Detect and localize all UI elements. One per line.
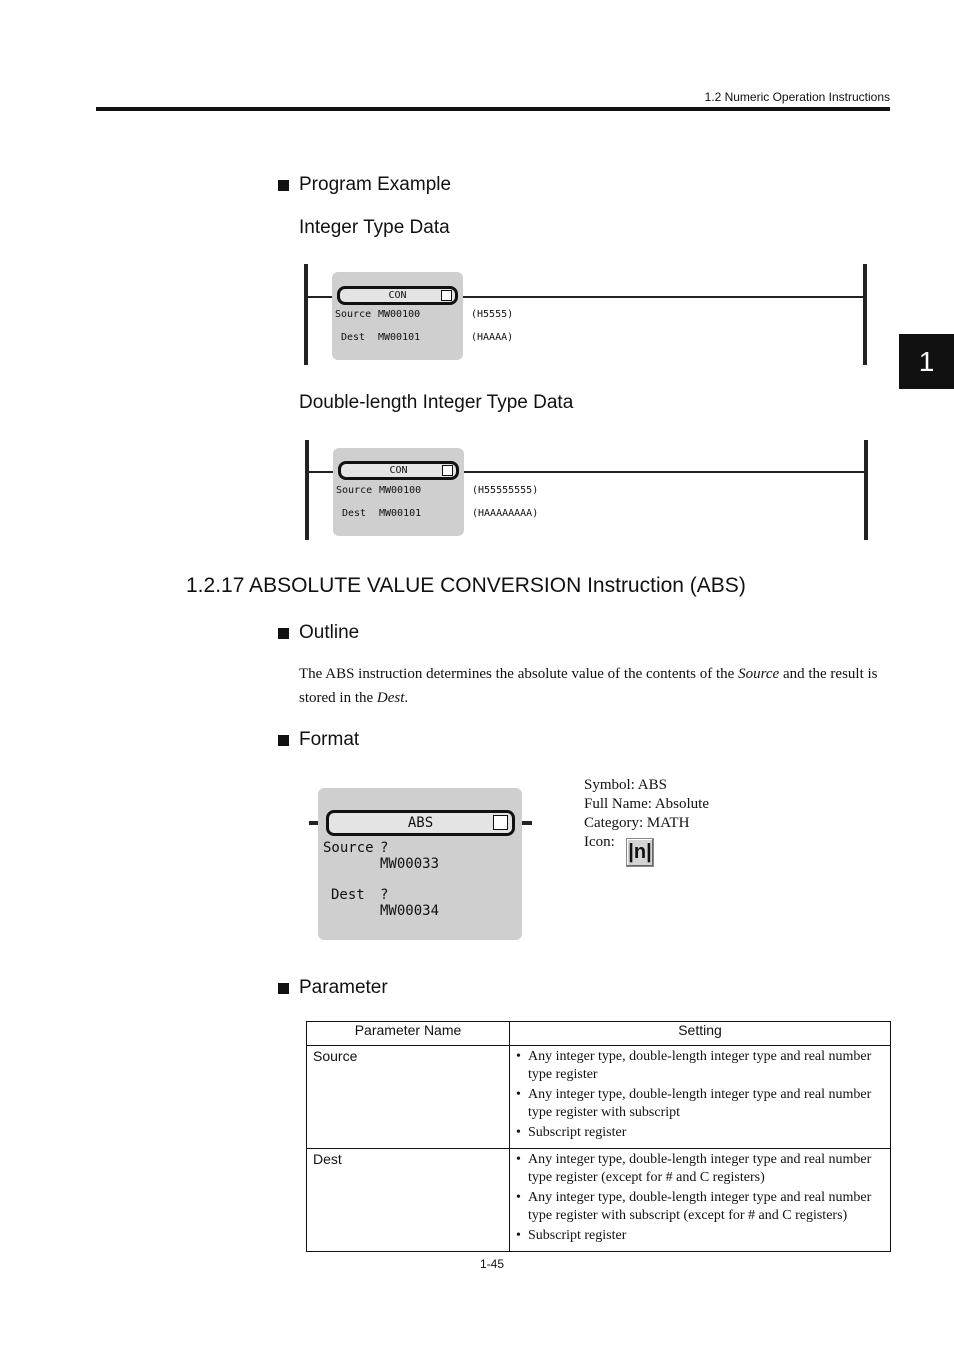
- rung-right: [522, 821, 532, 825]
- outline-source-word: Source: [738, 666, 780, 682]
- source-label: Source: [323, 840, 374, 856]
- left-power-rail: [304, 264, 308, 365]
- source-value: (H5555): [471, 309, 514, 320]
- source-register: MW00100: [379, 485, 422, 496]
- abs-block: [318, 788, 522, 940]
- outline-text-3: .: [404, 690, 409, 706]
- abs-instruction-icon: |n|: [626, 838, 654, 867]
- dest-register: MW00101: [379, 508, 422, 519]
- right-power-rail: [863, 264, 867, 365]
- param-name: Dest: [307, 1149, 510, 1252]
- outline-heading-text: Outline: [299, 622, 360, 643]
- square-bullet-icon: [278, 628, 289, 639]
- source-label: Source: [335, 309, 372, 320]
- block-expand-icon: [442, 465, 453, 476]
- integer-subheading: Integer Type Data: [299, 217, 450, 238]
- symbol-line: Symbol: ABS: [584, 777, 667, 793]
- dest-label: Dest: [331, 887, 365, 903]
- rung-left: [308, 296, 333, 298]
- setting-item: • Any integer type, double-length integer type and real number type register with subscript: [516, 1086, 884, 1122]
- outline-text-1: The ABS instruction determines the absolute value of the contents of the: [299, 666, 739, 682]
- square-bullet-icon: [278, 983, 289, 994]
- header-rule: [96, 107, 890, 111]
- parameter-table: [306, 1021, 891, 1252]
- outline-paragraph: [299, 662, 879, 710]
- outline-text-2: and the result is stored in the: [299, 666, 878, 706]
- param-setting: [510, 1046, 891, 1149]
- chapter-tab: 1: [899, 334, 954, 389]
- format-heading-text: Format: [299, 729, 360, 750]
- outline-dest-word: Dest: [376, 690, 405, 706]
- page-number: 1-45: [480, 1257, 505, 1271]
- outline-heading: [278, 622, 359, 644]
- param-setting: [510, 1149, 891, 1252]
- con-block-label: CON: [388, 290, 407, 301]
- param-name: Source: [307, 1046, 510, 1149]
- abs-block-label: ABS: [407, 815, 434, 831]
- column-header-setting: Setting: [510, 1022, 891, 1046]
- con-block-header: [338, 461, 459, 480]
- con-block: [333, 448, 464, 536]
- abs-block-header: [326, 810, 515, 836]
- setting-item: • Any integer type, double-length integer type and real number type register (except for # and C registers): [516, 1151, 884, 1187]
- dest-value: (HAAAAAAAA): [472, 508, 539, 519]
- block-expand-icon: [493, 815, 508, 830]
- dest-value: (HAAAA): [471, 332, 514, 343]
- dest-label: Dest: [342, 508, 367, 519]
- table-row: [307, 1046, 891, 1149]
- parameter-heading: [278, 977, 388, 999]
- source-placeholder: ?: [380, 840, 389, 856]
- dest-placeholder: ?: [380, 887, 389, 903]
- format-heading: [278, 729, 359, 751]
- con-block-label: CON: [389, 465, 408, 476]
- program-example-heading-text: Program Example: [299, 174, 452, 195]
- source-register: MW00100: [378, 309, 421, 320]
- category-line: Category: MATH: [584, 815, 690, 831]
- source-value: (H55555555): [472, 485, 539, 496]
- setting-item: • Any integer type, double-length integer type and real number type register: [516, 1048, 884, 1084]
- square-bullet-icon: [278, 180, 289, 191]
- left-power-rail: [305, 440, 309, 540]
- icon-line-label: Icon:: [584, 834, 615, 850]
- source-register: MW00033: [380, 856, 440, 872]
- table-header-row: [307, 1022, 891, 1046]
- block-expand-icon: [441, 290, 452, 301]
- dest-register: MW00034: [380, 903, 440, 919]
- dest-register: MW00101: [378, 332, 421, 343]
- double-subheading: Double-length Integer Type Data: [299, 392, 574, 413]
- column-header-name: Parameter Name: [307, 1022, 510, 1046]
- square-bullet-icon: [278, 735, 289, 746]
- dest-label: Dest: [341, 332, 366, 343]
- program-example-heading: [278, 174, 451, 196]
- right-power-rail: [864, 440, 868, 540]
- con-block: [332, 272, 463, 360]
- rung-left: [309, 471, 334, 473]
- section-title: 1.2.17 ABSOLUTE VALUE CONVERSION Instruction (ABS): [186, 574, 746, 597]
- setting-item: • Subscript register: [516, 1124, 884, 1142]
- full-name-line: Full Name: Absolute: [584, 796, 709, 812]
- running-header: 1.2 Numeric Operation Instructions: [704, 90, 890, 104]
- con-block-header: [337, 286, 458, 305]
- source-label: Source: [336, 485, 373, 496]
- parameter-heading-text: Parameter: [299, 977, 388, 998]
- setting-item: • Any integer type, double-length integer type and real number type register with subscript (except for # and C registers): [516, 1189, 884, 1225]
- rung-right: [463, 296, 864, 298]
- table-row: [307, 1149, 891, 1252]
- setting-item: • Subscript register: [516, 1227, 884, 1245]
- rung-right: [464, 471, 865, 473]
